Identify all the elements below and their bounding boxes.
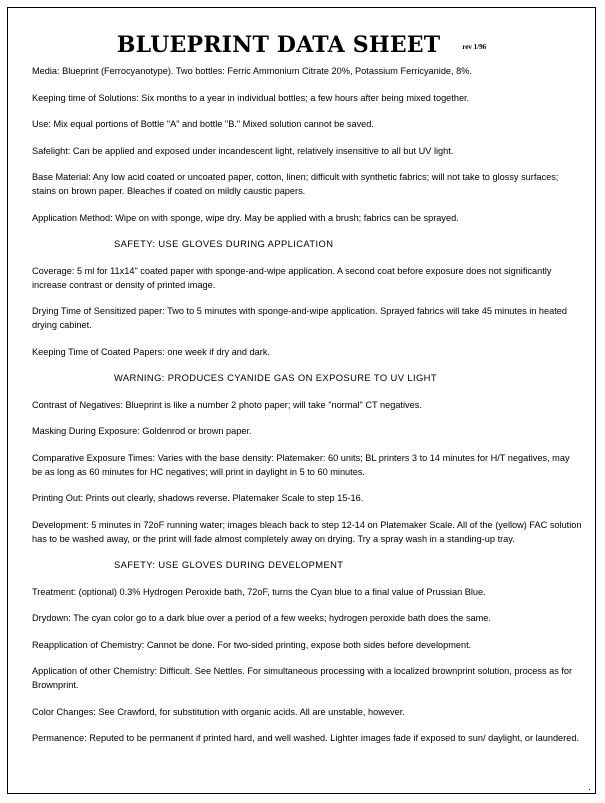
entry-contrast: Contrast of Negatives: Blueprint is like a number 2 photo paper; will take "normal" CT negatives.: [32, 399, 422, 410]
title-row: [8, 32, 595, 58]
entry-other-chemistry: Application of other Chemistry: Difficult. See Nettles. For simultaneous processing with a localized brownprint solution, process as for Brownprint.: [32, 666, 573, 690]
revision-label: rev 1/96: [462, 43, 487, 51]
entry-application-method: Application Method: Wipe on with sponge, wipe dry. May be applied with a brush; fabrics can be sprayed.: [32, 212, 459, 223]
page-title: BLUEPRINT DATA SHEET: [116, 32, 441, 58]
entry-keeping-time-coated: Keeping Time of Coated Papers: one week if dry and dark.: [32, 346, 270, 357]
data-sheet: [7, 7, 596, 794]
entry-media: Media: Blueprint (Ferrocyanotype). Two bottles: Ferric Ammonium Citrate 20%, Potassium Ferricyanide, 8%.: [32, 66, 472, 76]
entry-permanence: Permanence: Reputed to be permanent if printed hard, and well washed. Lighter images fade if exposed to sun/ daylight, or laundered.: [32, 733, 579, 743]
entry-treatment: Treatment: (optional) 0.3% Hydrogen Peroxide bath, 72oF, turns the Cyan blue to a final value of Prussian Blue.: [32, 586, 486, 597]
entry-drydown: Drydown: The cyan color go to a dark blue over a period of a few weeks; hydrogen peroxide bath does the same.: [32, 613, 491, 623]
entry-use: Use: Mix equal portions of Bottle "A" and bottle "B." Mixed solution cannot be saved.: [32, 119, 374, 129]
safety-note-application: SAFETY: USE GLOVES DURING APPLICATION: [114, 238, 334, 249]
entry-safelight: Safelight: Can be applied and exposed under incandescent light, relatively insensitive to all but UV light.: [32, 145, 454, 156]
entry-color-changes: Color Changes: See Crawford, for substitution with organic acids. All are unstable, however.: [32, 706, 405, 717]
entry-exposure-times: Comparative Exposure Times: Varies with the base density: Platemaker: 60 units; BL printers 3 to 14 minutes for H/T negatives, may be as long as 60 minutes for HC negatives; will print in daylight in 5 to 60 minutes.: [32, 452, 570, 477]
sheet-body: [32, 64, 582, 758]
entry-coverage: Coverage: 5 ml for 11x14" coated paper with sponge-and-wipe application. A second coat before exposure does not significantly increase contrast or density of printed image.: [32, 265, 552, 290]
entry-development: Development: 5 minutes in 72oF running water; images bleach back to step 12-14 on Platemaker Scale. All of the (yellow) FAC solution has to be washed away, or the print will fade almost completely away on drying. Try a spray wash in a standing-up tray.: [32, 519, 582, 544]
entry-printing-out: Printing Out: Prints out clearly, shadows reverse. Platemaker Scale to step 15-16.: [32, 493, 364, 503]
safety-note-development: SAFETY: USE GLOVES DURING DEVELOPMENT: [114, 559, 344, 570]
entry-masking: Masking During Exposure: Goldenrod or brown paper.: [32, 426, 252, 436]
entry-base-material: Base Material: Any low acid coated or uncoated paper, cotton, linen; difficult with synthetic fabrics; will not take to glossy surfaces; stains on brown paper. Bleaches if coated on mildly caustic papers.: [32, 172, 559, 196]
entry-keeping-time-solutions: Keeping time of Solutions: Six months to a year in individual bottles; a few hours after being mixed together.: [32, 92, 470, 103]
warning-note-cyanide: WARNING: PRODUCES CYANIDE GAS ON EXPOSURE TO UV LIGHT: [114, 372, 437, 383]
entry-reapplication: Reapplication of Chemistry: Cannot be done. For two-sided printing, expose both sides before development.: [32, 639, 472, 650]
corner-mark: [589, 789, 591, 791]
entry-drying-time: Drying Time of Sensitized paper: Two to 5 minutes with sponge-and-wipe application. Sprayed fabrics will take 45 minutes in heated drying cabinet.: [32, 306, 568, 330]
